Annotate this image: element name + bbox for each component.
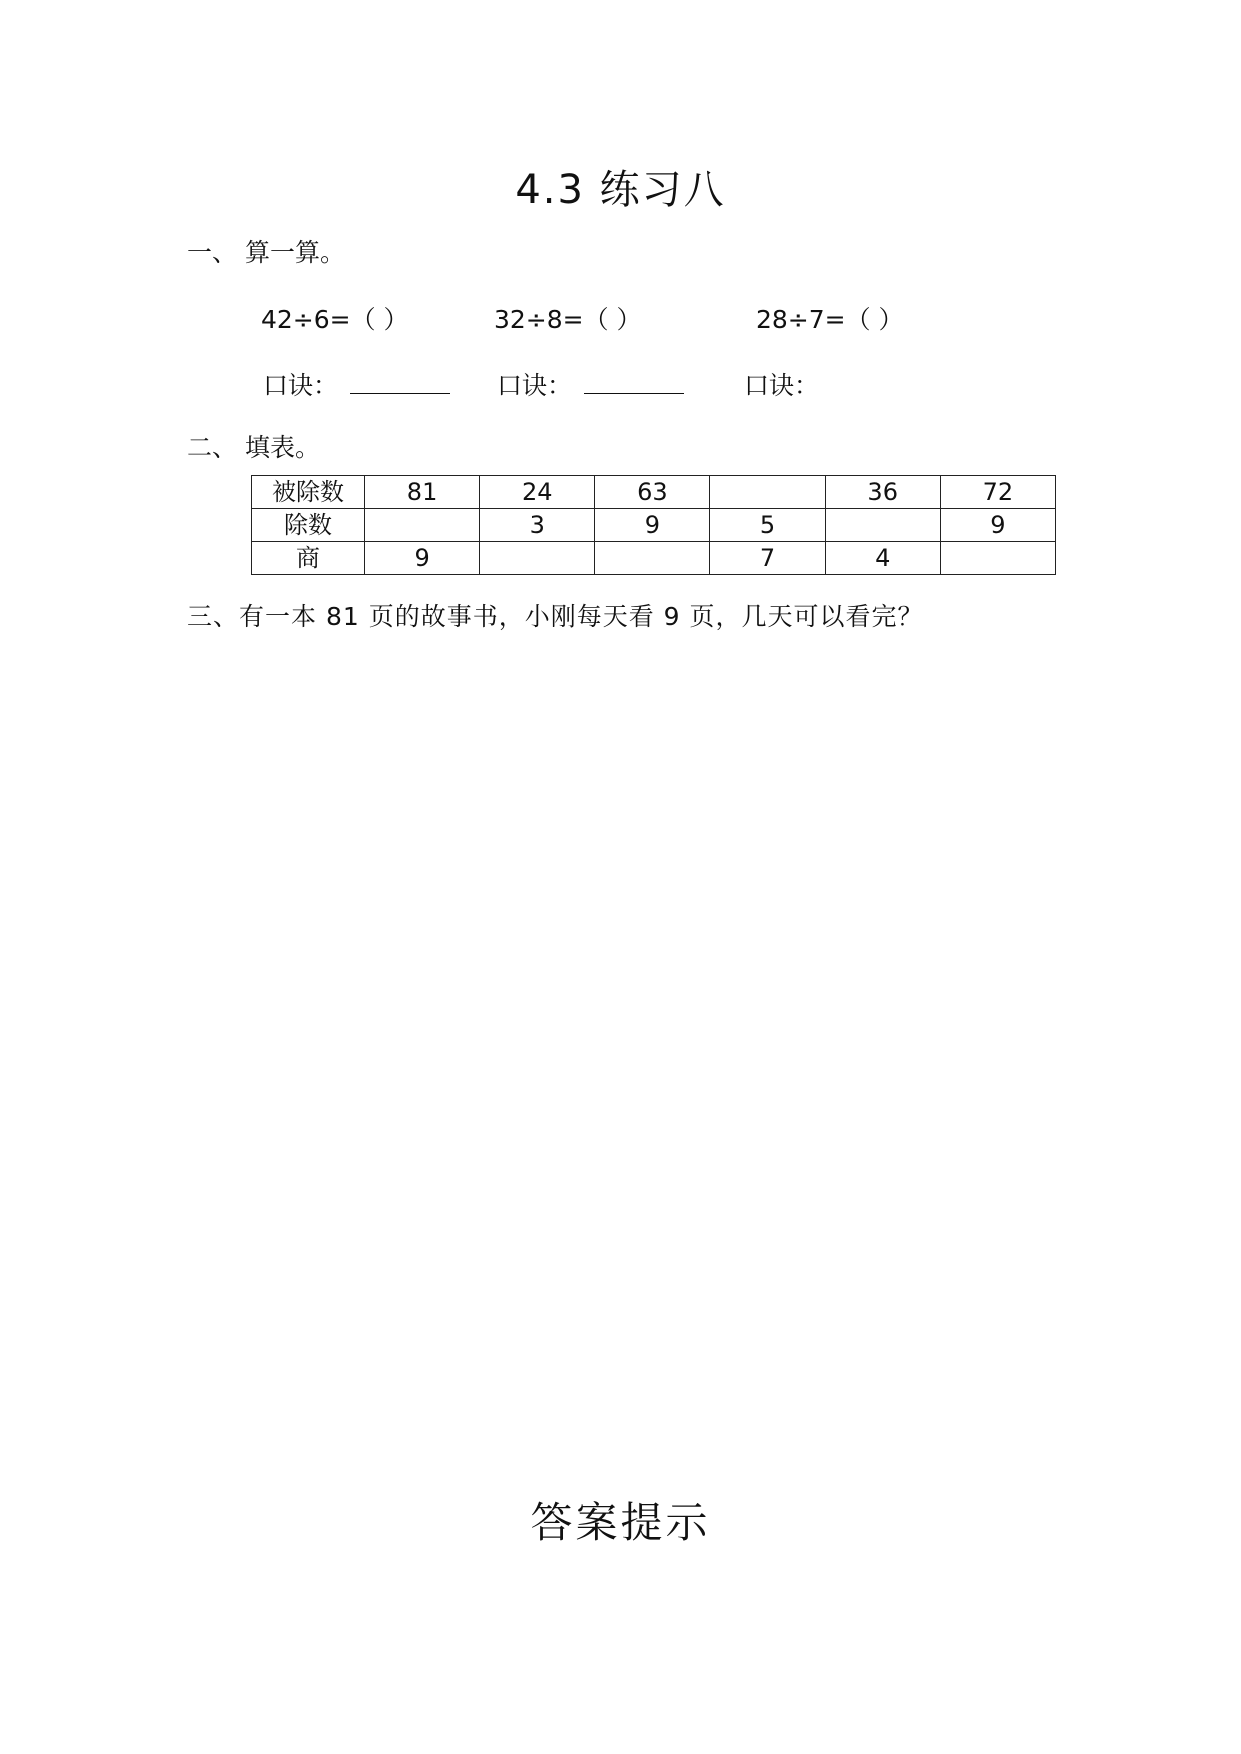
problem-2: 32÷8=（ ） [494, 305, 642, 334]
table-cell-blank[interactable] [595, 542, 710, 575]
table-cell-blank[interactable] [365, 509, 480, 542]
table-row-quotient [252, 542, 1056, 575]
row-header-dividend: 被除数 [252, 476, 365, 509]
table-cell: 24 [480, 476, 595, 509]
table-cell: 72 [940, 476, 1055, 509]
table-cell: 36 [825, 476, 940, 509]
problem-3: 28÷7=（ ） [756, 305, 904, 334]
row-header-divisor: 除数 [252, 509, 365, 542]
table-cell: 4 [825, 542, 940, 575]
table-cell: 7 [710, 542, 825, 575]
rhyme-blank-2[interactable] [584, 393, 684, 394]
table-cell: 9 [365, 542, 480, 575]
table-cell-blank[interactable] [825, 509, 940, 542]
rhyme-label-1: 口诀： [263, 371, 339, 400]
table-cell: 5 [710, 509, 825, 542]
table-cell: 9 [940, 509, 1055, 542]
section-2-label: 二、 填表。 [187, 433, 320, 462]
table-cell: 63 [595, 476, 710, 509]
rhyme-label-2: 口诀： [497, 371, 573, 400]
table-row-divisor [252, 509, 1056, 542]
page-title: 4.3 练习八 [515, 167, 726, 213]
rhyme-blank-1[interactable] [350, 393, 450, 394]
table-cell-blank[interactable] [480, 542, 595, 575]
section-1-label: 一、 算一算。 [187, 238, 345, 267]
section-3-question: 三、有一本 81 页的故事书，小刚每天看 9 页，几天可以看完？ [187, 602, 924, 631]
table-cell: 3 [480, 509, 595, 542]
table-cell: 81 [365, 476, 480, 509]
problem-1: 42÷6=（ ） [261, 305, 409, 334]
table-cell-blank[interactable] [940, 542, 1055, 575]
answer-hint-title: 答案提示 [530, 1498, 711, 1547]
table-cell-blank[interactable] [710, 476, 825, 509]
rhyme-label-3: 口诀： [744, 371, 820, 400]
division-table [251, 475, 1056, 575]
table-cell: 9 [595, 509, 710, 542]
table-row-dividend [252, 476, 1056, 509]
row-header-quotient: 商 [252, 542, 365, 575]
